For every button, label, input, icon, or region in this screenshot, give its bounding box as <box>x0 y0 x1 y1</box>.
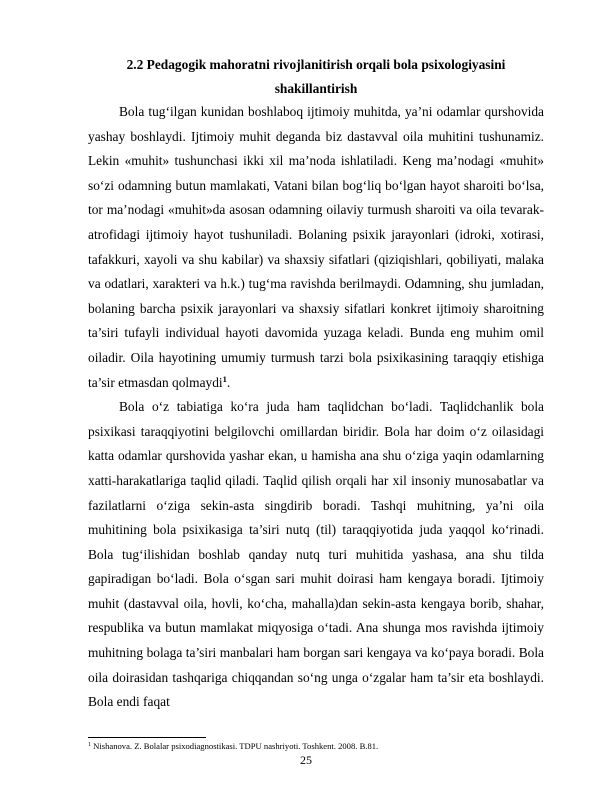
page-number: 25 <box>300 753 312 767</box>
paragraph-1-text: Bola tug‘ilgan kunidan boshlaboq ijtimoiy muhitda, ya’ni odamlar qurshovida yashay boshlaydi. Ijtimoiy muhit deganda biz dastavval oila muhitini tushunamiz. Lekin «muhit» tushunchasi ikki xil ma’noda ishlatiladi. Keng ma’nodagi «muhit» so‘zi odamning butun mamlakati, Vatani bilan bog‘liq bo‘lgan hayot sharoiti bo‘lsa, tor ma’nodagi «muhit»da asosan odamning oilaviy turmush sharoiti va oila tevarak-atrofidagi ijtimoiy hayot tushuniladi. Bolaning psixik jarayonlari (idroki, xotirasi, tafakkuri, xayoli va shu kabilar) va shaxsiy sifatlari (qiziqishlari, qobiliyati, malaka va odatlari, xarakteri va h.k.) tug‘ma ravishda berilmaydi. Odamning, shu jumladan, bolaning barcha psixik jarayonlari va shaxsiy sifatlari konkret ijtimoiy sharoitning ta’siri tufayli individual hayoti davomida yuzaga keladi. Bunda eng muhim omil oiladir. Oila hayotining umumiy turmush tarzi bola psixikasining taraqqiy etishiga ta’sir etmasdan qolmaydi <box>88 104 544 390</box>
footnote-reference[interactable]: 1 <box>222 373 227 384</box>
footnote-text: Nishanova. Z. Bolalar psixodiagnostikasi. TDPU nashriyoti. Toshkent. 2008. B.81. <box>91 741 379 751</box>
body-text <box>88 100 544 715</box>
section-title-line-1: 2.2 Pedagogik mahoratni rivojlanitirish orqali bola psixologiyasini <box>126 57 506 72</box>
section-title-line-2: shakillantirish <box>274 81 358 96</box>
footnote-separator <box>88 737 206 738</box>
paragraph-1 <box>88 100 544 395</box>
paragraph-2-text: Bola o‘z tabiatiga ko‘ra juda ham taqlidchan bo‘ladi. Taqlidchanlik bola psixikasi taraqqiyotini belgilovchi omillardan biridir. Bola har doim o‘z oilasidagi katta odamlar qurshovida yashar ekan, u hamisha ana shu o‘ziga yaqin odamlarning xatti-harakatlariga taqlid qiladi. Taqlid qilish orqali har xil insoniy munosabatlar va fazilatlarni o‘ziga sekin-asta singdirib boradi. Tashqi muhitning, ya’ni oila muhitining bola psixikasiga ta’siri nutq (til) taraqqiyotida juda yaqqol ko‘rinadi. Bola tug‘ilishidan boshlab qanday nutq turi muhitida yashasa, ana shu tilda gapiradigan bo‘ladi. Bola o‘sgan sari muhit doirasi ham kengaya boradi. Ijtimoiy muhit (dastavval oila, hovli, ko‘cha, mahalla)dan sekin-asta kengaya borib, shahar, respublika va butun mamlakat miqyosiga o‘tadi. Ana shunga mos ravishda ijtimoiy muhitning bolaga ta’siri manbalari ham borgan sari kengaya va ko‘paya boradi. Bola oila doirasidan tashqariga chiqqandan so‘ng unga o‘zgalar ham ta’sir eta boshlaydi. Bola endi faqat <box>88 399 544 710</box>
section-title <box>88 53 544 101</box>
footnote <box>88 741 378 752</box>
footnote-number: 1 <box>88 742 91 748</box>
paragraph-2 <box>88 395 544 715</box>
paragraph-1-end: . <box>226 374 231 390</box>
